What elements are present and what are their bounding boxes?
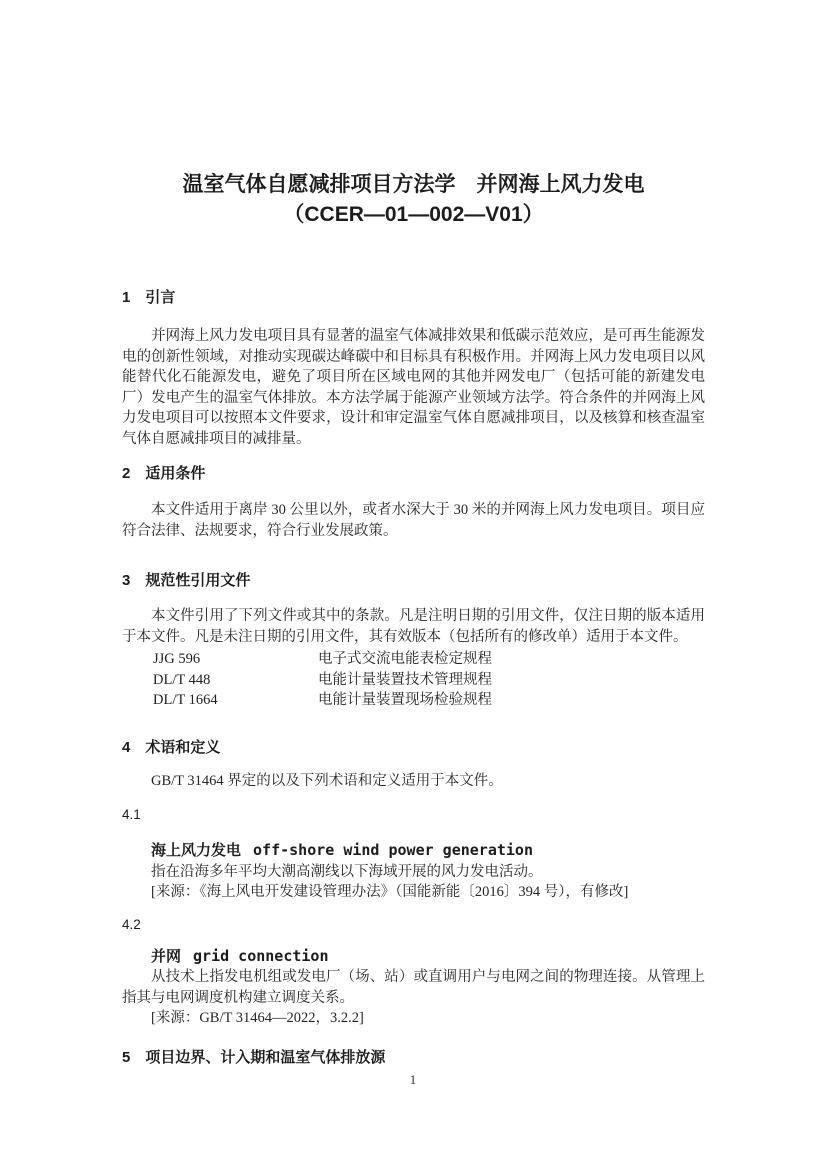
section-1-heading: 1 引言 (122, 289, 176, 306)
section-2-paragraph: 本文件适用于离岸 30 公里以外，或者水深大于 30 米的并网海上风力发电项目。项目应符合法律、法规要求，符合行业发展政策。 (122, 502, 705, 539)
reference-code: JJG 596 (153, 651, 201, 667)
section-5-heading: 5 项目边界、计入期和温室气体排放源 (122, 1048, 386, 1066)
reference-title: 电能计量装置现场检验规程 (318, 692, 492, 708)
document-title (122, 170, 705, 230)
page-number: 1 (409, 1072, 417, 1087)
term-4-1-line (122, 840, 705, 862)
section-3-paragraph: 本文件引用了下列文件或其中的条款。凡是注明日期的引用文件，仅注日期的版本适用于本文件。凡是未注日期的引用文件，其有效版本（包括所有的修改单）适用于本文件。 (122, 608, 705, 645)
term-4-2-source: [来源：GB/T 31464—2022，3.2.2] (151, 1010, 364, 1026)
reference-item (122, 649, 705, 670)
clause-4-1-number: 4.1 (122, 807, 141, 822)
normative-references-list (122, 649, 705, 711)
clause-4-2-number: 4.2 (122, 916, 141, 932)
term-4-2-chinese: 并网 (151, 947, 182, 965)
term-4-2-english: grid connection (193, 946, 329, 965)
term-4-1-english: off-shore wind power generation (253, 841, 533, 859)
section-1-paragraph: 并网海上风力发电项目具有显著的温室气体减排效果和低碳示范效应，是可再生能源发电的创新性领域，对推动实现碳达峰碳中和目标具有积极作用。并网海上风力发电项目以风能替代化石能源发电，避免了项目所在区域电网的其他并网发电厂（包括可能的新建发电厂）发电产生的温室气体排放。本方法学属于能源产业领域方法学。符合条件的并网海上风力发电项目可以按照本文件要求，设计和审定温室气体自愿减排项目，以及核算和核查温室气体自愿减排项目的减排量。 (122, 328, 705, 447)
document-title-line2: （CCER—01—002—V01） (283, 203, 544, 226)
reference-item (122, 690, 705, 711)
term-4-1-source: [来源：《海上风电开发建设管理办法》（国能新能〔2016〕394 号），有修改] (151, 884, 629, 900)
document-content (122, 0, 705, 1068)
reference-code: DL/T 1664 (153, 692, 218, 708)
reference-code: DL/T 448 (153, 671, 211, 688)
reference-title: 电能计量装置技术管理规程 (318, 671, 492, 688)
reference-item (122, 670, 705, 691)
section-4-heading: 4 术语和定义 (122, 738, 221, 756)
term-4-1-definition: 指在沿海多年平均大潮高潮线以下海域开展的风力发电活动。 (151, 863, 543, 880)
section-2-heading: 2 适用条件 (122, 465, 206, 482)
section-4-paragraph: GB/T 31464 界定的以及下列术语和定义适用于本文件。 (151, 772, 503, 789)
term-4-2-line (122, 946, 705, 968)
section-3-heading: 3 规范性引用文件 (122, 572, 251, 589)
term-4-2-definition: 从技术上指发电机组或发电厂（场、站）或直调用户与电网之间的物理连接。从管理上指其与电网调度机构建立调度关系。 (122, 969, 705, 1006)
term-4-1-chinese: 海上风力发电 (151, 842, 242, 859)
document-title-line1: 温室气体自愿减排项目方法学 并网海上风力发电 (182, 173, 645, 196)
reference-title: 电子式交流电能表检定规程 (318, 651, 492, 667)
